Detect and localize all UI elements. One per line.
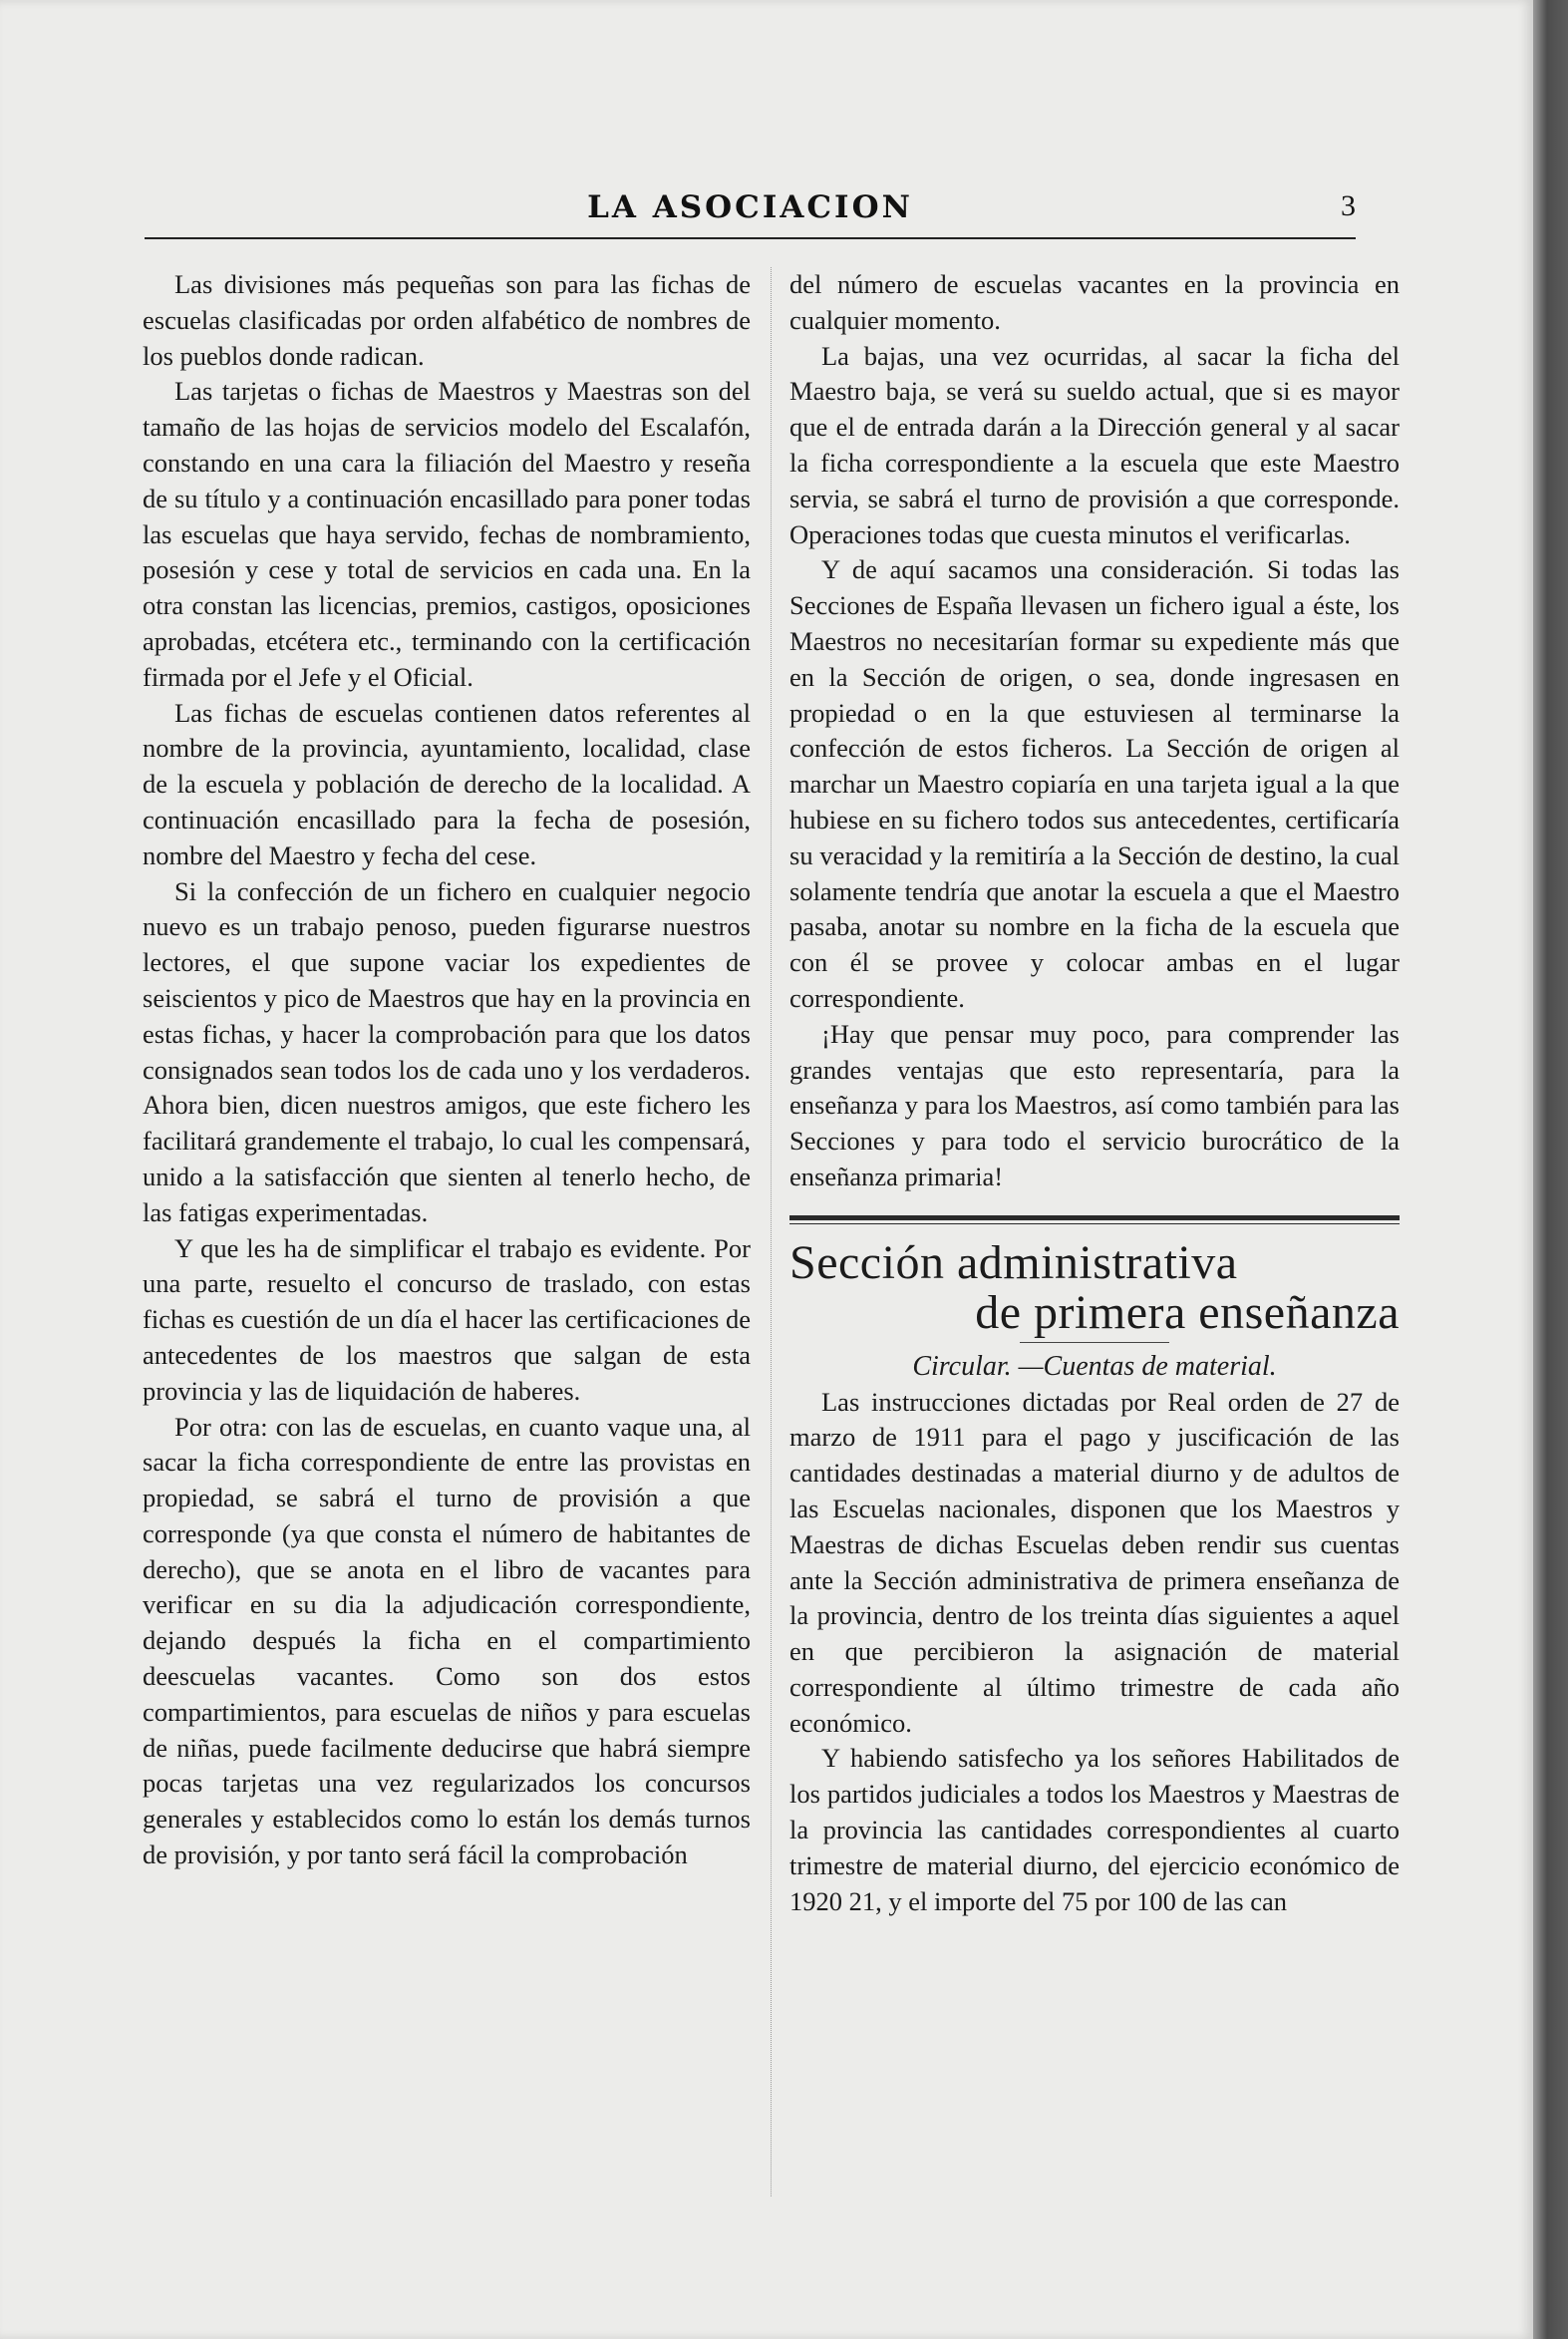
publication-title: LA ASOCIACION <box>587 189 913 225</box>
paragraph: Y habiendo satisfecho ya los señores Habilitados de los partidos judiciales a todos los Maestros y Maestras de la provincia las cantidades correspondientes al cuarto trimestre de material diurno, del ejercicio económico de 1920 21, y el importe del 75 por 100 de las can <box>789 1743 1400 1916</box>
circular-subheading: Circular. —Cuentas de material. <box>912 1350 1277 1382</box>
column-divider <box>771 267 772 2196</box>
paragraph: Las divisiones más pequeñas son para las fichas de escuelas clasificadas por orden alfabético de nombres de los pueblos donde radican. <box>143 269 751 371</box>
paragraph: Las instrucciones dictadas por Real orden de 27 de marzo de 1911 para el pago y juscificación de las cantidades destinadas a material diurno y de adultos de las Escuelas nacionales, disponen que los Maestros y Maestras de dichas Escuelas deben rendir sus cuentas ante la Sección administrativa de primera enseñanza de la provincia, dentro de los treinta días siguientes a aquel en que percibieron la asignación de material correspondiente al último trimestre de cada año económico. <box>789 1386 1400 1738</box>
paragraph: Las fichas de escuelas contienen datos referentes al nombre de la provincia, ayuntamiento, localidad, clase de la escuela y población de derecho de la localidad. A continuación encasillado para la fecha de posesión, nombre del Maestro y fecha del cese. <box>143 697 751 870</box>
page-number: 3 <box>1341 189 1356 222</box>
right-column <box>789 267 1400 1919</box>
paragraph: ¡Hay que pensar muy poco, para comprender las grandes ventajas que esto representaría, para la enseñanza y para los Maestros, así como también para las Secciones y para todo el servicio burocrático de la enseñanza primaria! <box>789 1018 1400 1191</box>
paragraph: Si la confección de un fichero en cualquier negocio nuevo es un trabajo penoso, pueden figurarse nuestros lectores, el que supone vaciar los expedientes de seiscientos y pico de Maestros que hay en la provincia en estas fichas, y hacer la comprobación para que los datos consignados sean todos los de cada uno y los verdaderos. Ahora bien, dicen nuestros amigos, que este fichero les facilitará grandemente el trabajo, lo cual les compensará, unido a la satisfacción que sienten al tenerlo hecho, de las fatigas experimentadas. <box>143 875 751 1227</box>
page-edge <box>1533 0 1568 2339</box>
left-column <box>143 267 751 1873</box>
section-rule <box>789 1215 1400 1224</box>
paragraph: Y de aquí sacamos una consideración. Si todas las Secciones de España llevasen un fichero igual a éste, los Maestros no necesitarían formar su expediente más que en la Sección de origen, o sea, donde ingresasen en propiedad o en la que estuviesen al terminarse la confección de estos ficheros. La Sección de origen al marchar un Maestro copiaría en una tarjeta igual a la que hubiese en su fichero todos sus antecedentes, certificaría su veracidad y la remitiría a la Sección de destino, la cual solamente tendría que anotar la escuela a que el Maestro pasaba, anotar su nombre en la ficha de la escuela que con él se provee y colocar ambas en el lugar correspondiente. <box>789 554 1400 1013</box>
header-rule <box>145 237 1356 239</box>
paragraph: La bajas, una vez ocurridas, al sacar la ficha del Maestro baja, se verá su sueldo actual, que si es mayor que el de entrada darán a la Dirección general y al sacar la ficha correspondiente a la escuela que este Maestro servia, se sabrá el turno de provisión a que corresponde. Operaciones todas que cuesta minutos el verificarlas. <box>789 340 1400 549</box>
page-header <box>145 189 1356 233</box>
section-title-continued: de primera enseñanza <box>975 1285 1400 1339</box>
paragraph: Las tarjetas o fichas de Maestros y Maestras son del tamaño de las hojas de servicios modelo del Escalafón, constando en una cara la filiación del Maestro y reseña de su título y a continuación encasillado para poner todas las escuelas que haya servido, fechas de nombramiento, posesión y cese y total de servicios en cada una. En la otra constan las licencias, premios, castigos, oposiciones aprobadas, etcétera etc., terminando con la certificación firmada por el Jefe y el Oficial. <box>143 376 751 692</box>
paragraph: Y que les ha de simplificar el trabajo es evidente. Por una parte, resuelto el concurso de traslado, con estas fichas es cuestión de un día el hacer las certificaciones de antecedentes de los maestros que salgan de esta provincia y las de liquidación de haberes. <box>143 1232 751 1406</box>
title-underline <box>1020 1342 1169 1343</box>
paragraph: Por otra: con las de escuelas, en cuanto vaque una, al sacar la ficha correspondiente de entre las provistas en propiedad, se sabrá el turno de provisión a que corresponde (ya que consta el número de habitantes de derecho), que se anota en el libro de vacantes para verificar en su dia la adjudicación correspondiente, dejando después la ficha en el compartimiento deescuelas vacantes. Como son dos estos compartimientos, para escuelas de niños y para escuelas de niñas, puede facilmente deducirse que habrá siempre pocas tarjetas una vez regularizados los concursos generales y establecidos como lo están los demás turnos de provisión, y por tanto será fácil la comprobación <box>143 1411 751 1870</box>
paragraph: del número de escuelas vacantes en la provincia en cualquier momento. <box>789 269 1400 335</box>
section-title: Sección administrativa <box>789 1235 1238 1289</box>
